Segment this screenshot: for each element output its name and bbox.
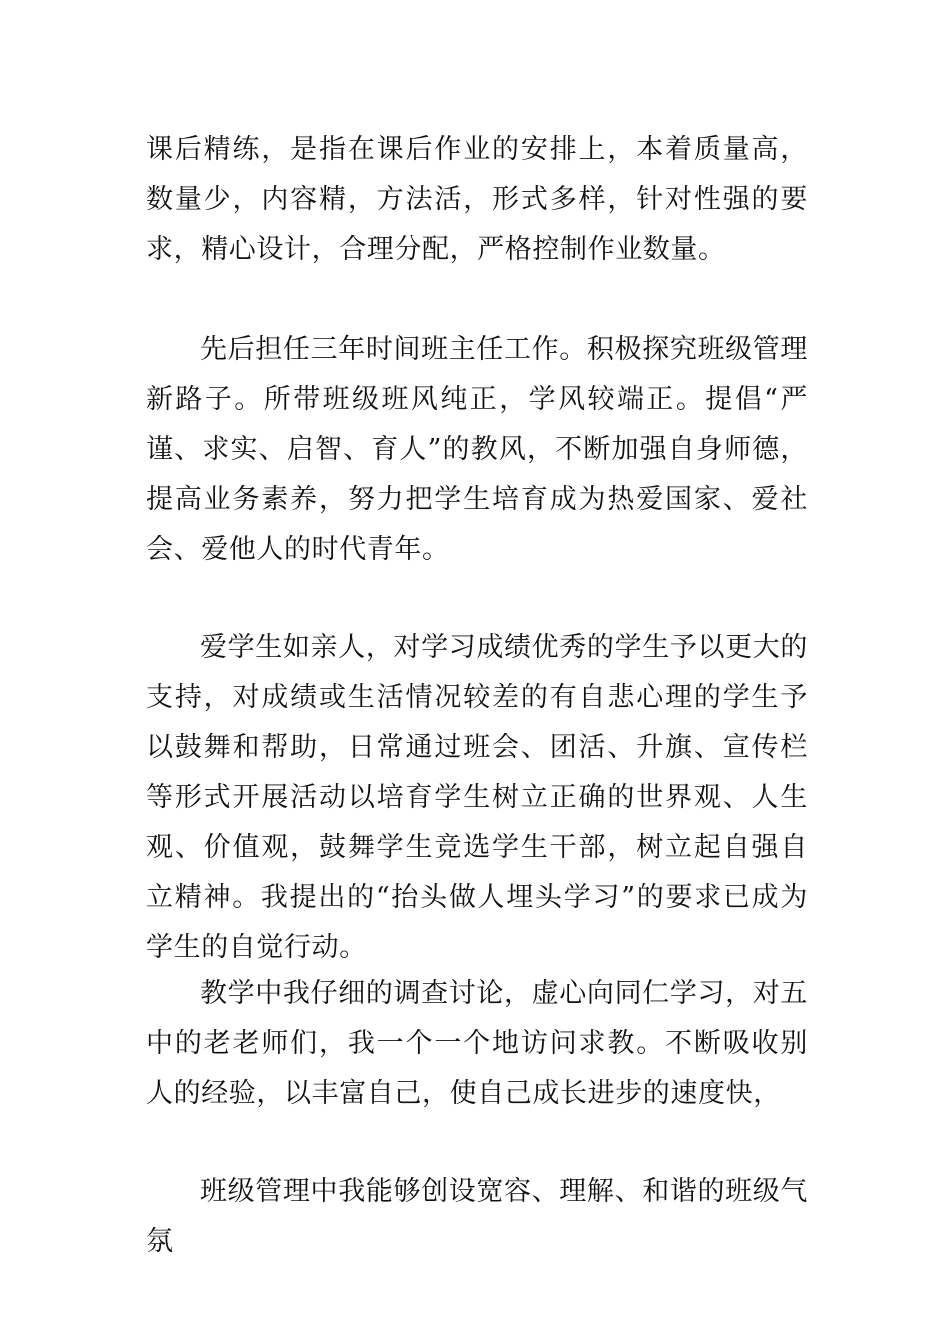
paragraph-caring-for-students: 爱学生如亲人，对学习成绩优秀的学生予以更大的支持，对成绩或生活情况较差的有自悲心理的学生予以鼓舞和帮助，日常通过班会、团活、升旗、宣传栏等形式开展活动以培育学生树立正确的世界观、人生观、价值观，鼓舞学生竞选学生干部，树立起自强自立精神。我提出的“抬头做人埋头学习”的要求已成为学生的自觉行动。 xyxy=(146,632,808,963)
paragraph-class-teacher-work: 先后担任三年时间班主任工作。积极探究班级管理新路子。所带班级班风纯正，学风较端正。提倡“严谨、求实、启智、育人”的教风，不断加强自身师德，提高业务素养，努力把学生培育成为热爱国家、爱社会、爱他人的时代青年。 xyxy=(146,334,808,565)
paragraph-class-management: 班级管理中我能够创设宽容、理解、和谐的班级气氛 xyxy=(146,1176,808,1257)
paragraph-homework-practice: 课后精练，是指在课后作业的安排上，本着质量高，数量少，内容精，方法活，形式多样，针对性强的要求，精心设计，合理分配，严格控制作业数量。 xyxy=(146,134,808,265)
paragraph-learning-from-colleagues: 教学中我仔细的调查讨论，虚心向同仁学习，对五中的老老师们，我一个一个地访问求教。不断吸收别人的经验，以丰富自己，使自己成长进步的速度快， xyxy=(146,978,808,1109)
